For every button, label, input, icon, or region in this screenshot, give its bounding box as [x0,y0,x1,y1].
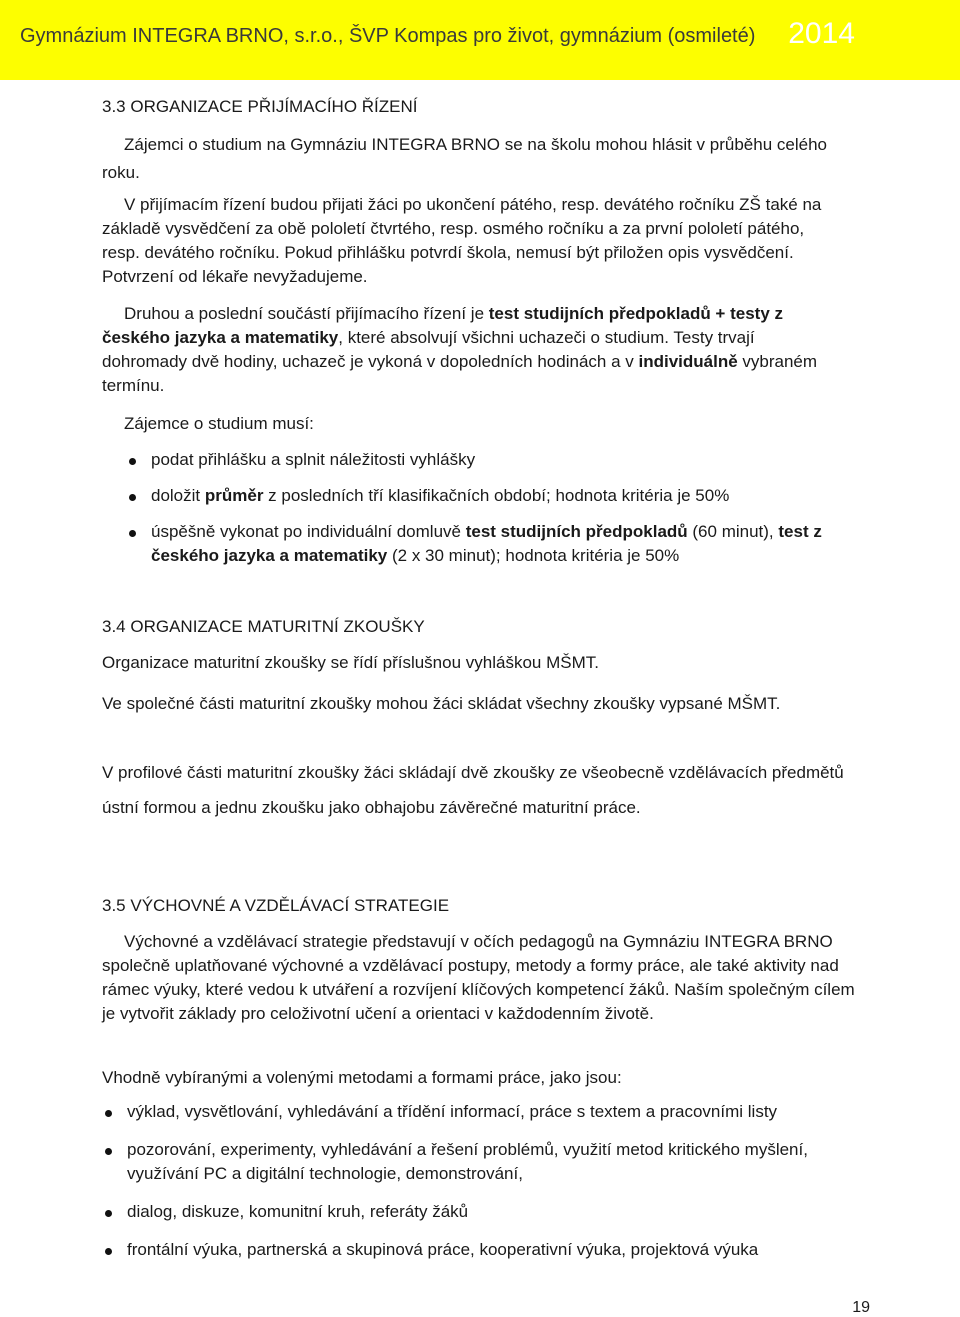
section-3-3-paragraph-2 [102,193,842,289]
list-item-text: pozorování, experimenty, vyhledávání a řešení problémů, využití metod kritického myšlení, využívání PC a digitální technologie, demonstrování, [127,1140,808,1183]
section-3-3-heading: 3.3 ORGANIZACE PŘIJÍMACÍHO ŘÍZENÍ [102,97,418,116]
page-header [0,0,960,80]
section-3-4-paragraph-1: Organizace maturitní zkoušky se řídí příslušnou vyhláškou MŠMT. [102,653,599,672]
list-item-text: výklad, vysvětlování, vyhledávání a třídění informací, práce s textem a pracovními listy [127,1102,778,1121]
page-number: 19 [852,1299,870,1316]
section-3-3-paragraph-1: Zájemci o studium na Gymnáziu INTEGRA BRNO se na školu mohou hlásit v průběhu celého roku. [102,135,827,182]
header-title: Gymnázium INTEGRA BRNO, s.r.o., ŠVP Kompas pro život, gymnázium (osmileté) [20,25,756,47]
list-item-text: podat přihlášku a splnit náležitosti vyhlášky [151,450,476,469]
list-item-bold: test studijních předpokladů [465,522,688,541]
list-item [102,1100,862,1124]
p3-text-c: , které absolvují všichni uchazeči o studium. Testy trvají dohromady dvě hodiny, uchazeč je vykoná v dopoledních hodinách a v [102,328,755,371]
section-3-4-heading: 3.4 ORGANIZACE MATURITNÍ ZKOUŠKY [102,617,425,636]
list-item-bold: průměr [204,486,264,505]
list-item [102,1200,862,1224]
applicant-requirements-list [126,448,866,568]
list-item-text: úspěšně vykonat po individuální domluvě [151,522,466,541]
paragraph-2-part-1: V přijímacím řízení budou přijati žáci po ukončení pátého, resp. devátého ročníku ZŠ také na základě vysvědčení za obě pololetí čtvrtého, resp. osmého ročníku a za první pololetí pátého, resp. devátého ročníku. [102,195,822,262]
list-item-text: z posledních tří klasifikačních období; hodnota kritéria je 50% [263,486,730,505]
list-item-bold: test z českého jazyka a matematiky [151,522,822,565]
section-3-5-heading: 3.5 VÝCHOVNÉ A VZDĚLÁVACÍ STRATEGIE [102,896,450,915]
list-item-text: dialog, diskuze, komunitní kruh, referáty žáků [127,1202,469,1221]
section-3-3-paragraph-3 [102,302,842,398]
list-item [102,1238,862,1262]
section-3-5-paragraph-2: Vhodně vybíranými a volenými metodami a formami práce, jako jsou: [102,1068,622,1087]
list-item [126,484,866,508]
list-item [102,1138,862,1186]
p3-bold-individually: individuálně [638,352,738,371]
p3-bold-tests: test studijních předpokladů + testy z českého jazyka a matematiky [102,304,783,347]
section-3-4-paragraph-2: Ve společné části maturitní zkoušky mohou žáci skládat všechny zkoušky vypsané MŠMT. [102,694,781,713]
list-item-text: (60 minut), [687,522,779,541]
header-year: 2014 [788,17,855,50]
section-3-5-paragraph-1: Výchovné a vzdělávací strategie představují v očích pedagogů na Gymnáziu INTEGRA BRNO společně uplatňované výchovné a vzdělávací postupy, metody a formy práce, ale také aktivity nad rámec výuky, které vedou k utváření a rozvíjení klíčových kompetencí žáků. Naším společným cílem je vytvořit základy pro celoživotní učení a orientaci v každodenním životě. [102,932,855,1023]
section-3-4-paragraph-3: V profilové části maturitní zkoušky žáci skládají dvě zkoušky ze všeobecně vzdělávacích předmětů ústní formou a jednu zkoušku jako obhajobu závěrečné maturitní práce. [102,763,844,817]
paragraph-2-part-2: Pokud přihlášku potvrdí škola, nemusí být přiložen opis vysvědčení. Potvrzení od lékaře nevyžadujeme. [102,243,794,286]
p3-text-a: Druhou a poslední součástí přijímacího řízení je [124,304,489,323]
list-item-text: (2 x 30 minut); hodnota kritéria je 50% [387,546,680,565]
list-item-text: doložit [151,486,205,505]
list-item [126,520,866,568]
applicant-must-label: Zájemce o studium musí: [124,414,314,433]
list-item-text: frontální výuka, partnerská a skupinová práce, kooperativní výuka, projektová výuka [127,1240,759,1259]
list-item [126,448,866,472]
p3-text-e: vybraném termínu. [102,352,818,395]
methods-list [102,1100,862,1262]
